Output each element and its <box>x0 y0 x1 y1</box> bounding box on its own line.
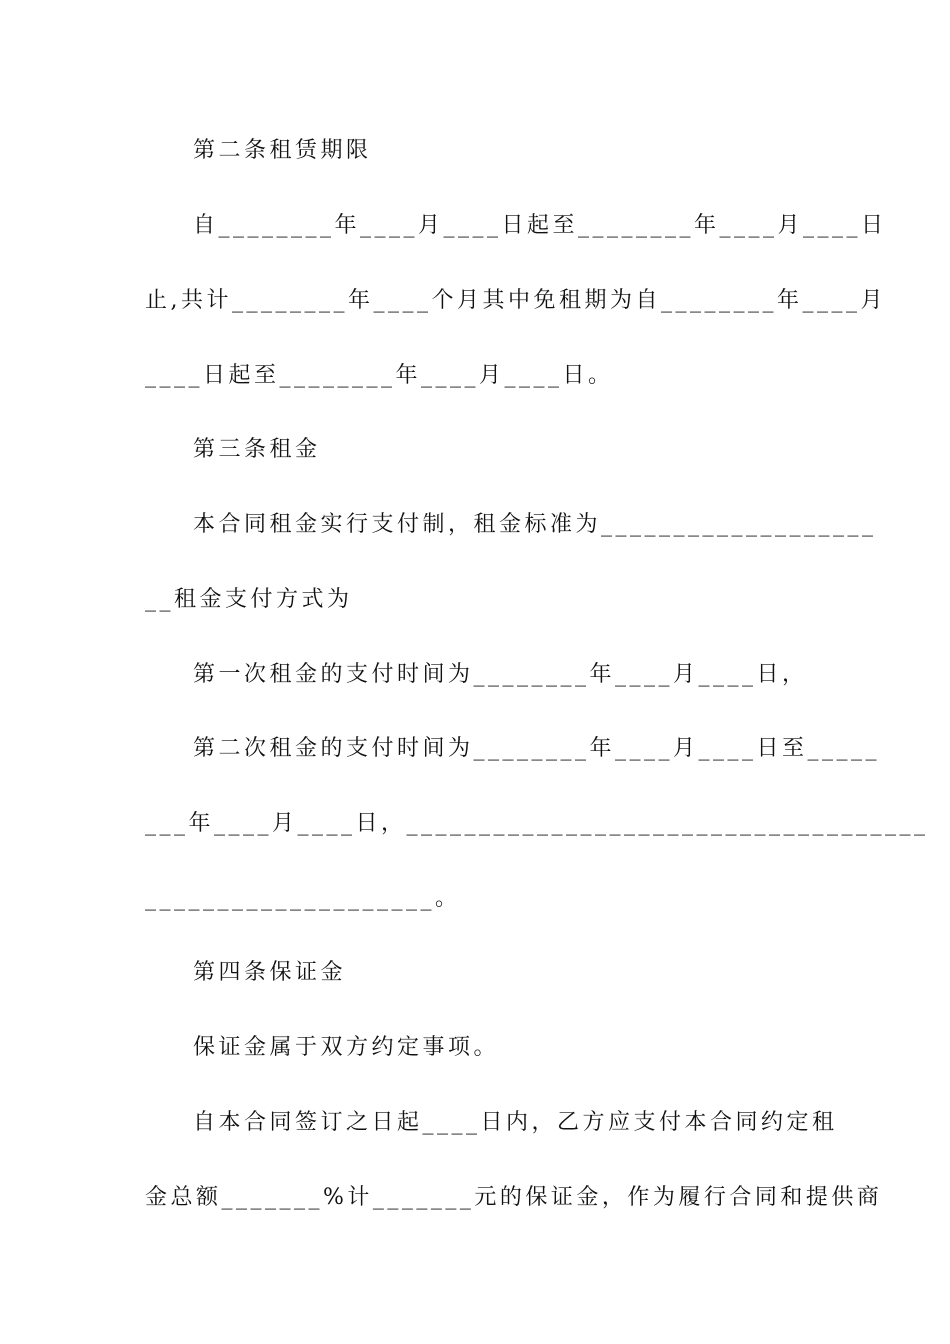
paragraph-line: 第一次租金的支付时间为________年____月____日， <box>193 662 808 687</box>
paragraph-line: 第二次租金的支付时间为________年____月____日至_____ <box>193 736 881 761</box>
paragraph-line: __租金支付方式为 <box>145 587 353 612</box>
paragraph-line: 保证金属于双方约定事项。 <box>193 1035 500 1060</box>
section-heading-lease-term: 第二条租赁期限 <box>193 138 372 163</box>
paragraph-line: 本合同租金实行支付制，租金标准为___________________ <box>193 512 877 537</box>
paragraph-line: ___年____月____日，____________________________________ <box>145 811 929 836</box>
section-heading-rent: 第三条租金 <box>193 437 321 462</box>
paragraph-line: 金总额_______%计_______元的保证金，作为履行合同和提供商 <box>145 1185 883 1210</box>
paragraph-line: 止,共计________年____个月其中免租期为自________年____月 <box>145 288 886 313</box>
paragraph-line: 自本合同签订之日起____日内，乙方应支付本合同约定租 <box>193 1110 838 1135</box>
section-heading-deposit: 第四条保证金 <box>193 960 347 985</box>
paragraph-line: 自________年____月____日起至________年____月____日 <box>193 213 887 238</box>
paragraph-line: ____________________。 <box>145 886 461 911</box>
paragraph-line: ____日起至________年____月____日。 <box>145 363 614 388</box>
